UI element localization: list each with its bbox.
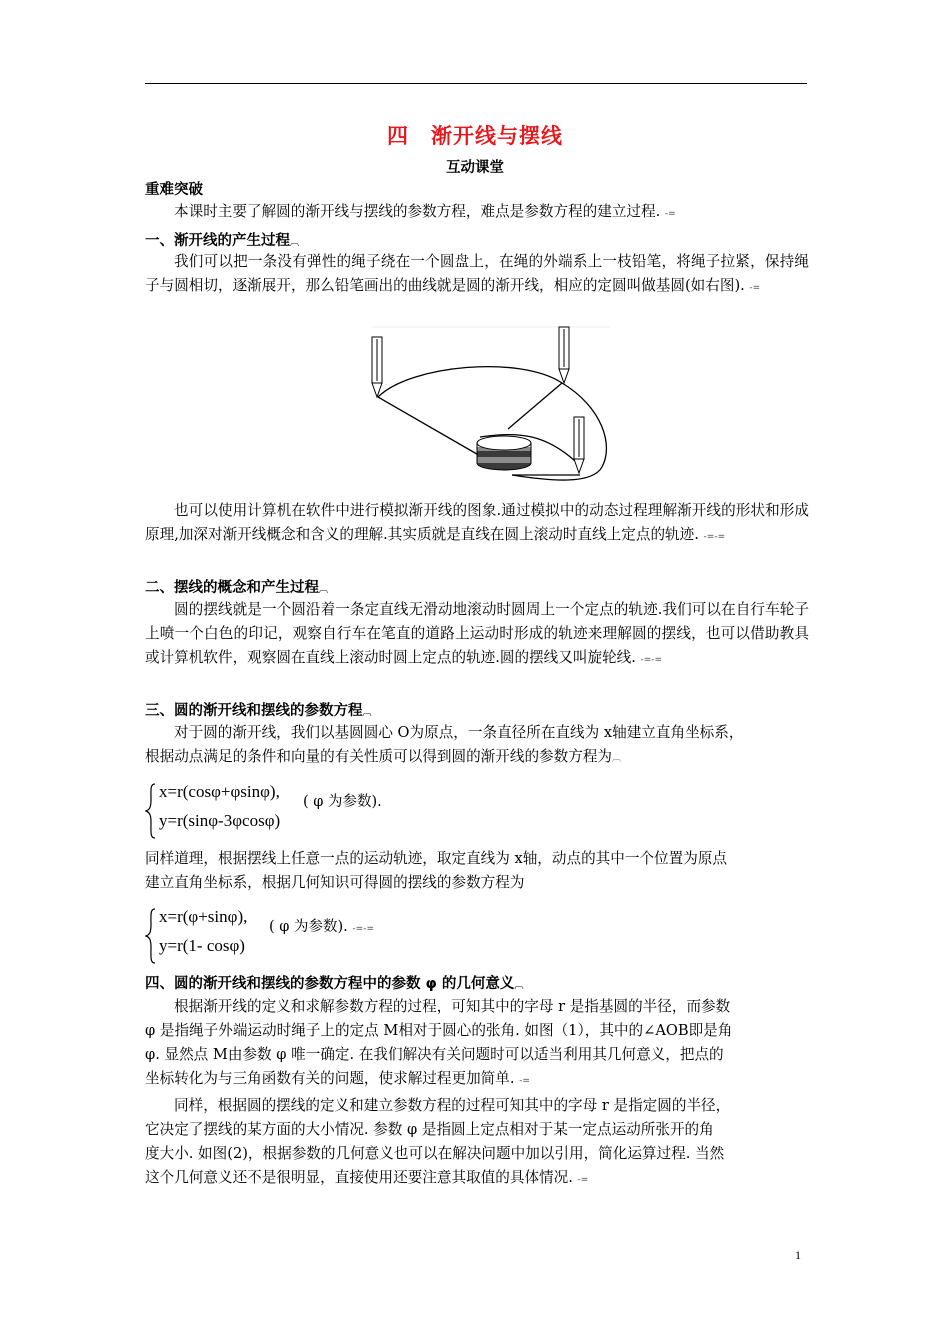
line-text: 坐标转化为与三角函数有关的问题，使求解过程更加简单.: [145, 1070, 515, 1087]
meaning-line-3: [145, 1043, 809, 1067]
paragraph-text: 圆的摆线就是一个圆沿着一条定直线无滑动地滚动时圆周上一个定点的轨迹.我们可以在自行车轮子上喷一个白色的印记，观察自行车在笔直的道路上运动时形成的轨迹来理解圆的摆线，也可以借助教具或计算机软件，观察圆在直线上滚动时圆上定点的轨迹.圆的摆线又叫旋轮线.: [145, 601, 809, 666]
equation-y: y=r(sinφ-3φcosφ): [159, 811, 281, 830]
cycloid-equation: [145, 907, 445, 967]
paragraph-text: 也可以使用计算机在软件中进行模拟渐开线的图象.通过模拟中的动态过程理解渐开线的形状和形成原理,加深对渐开线概念和含义的理解.其实质就是直线在圆上滚动时直线上定点的轨迹.: [145, 502, 809, 543]
scan-mark: ︹: [362, 708, 372, 718]
scan-mark: -=: [749, 283, 761, 293]
cycloid-intro-line-2: [145, 871, 809, 895]
heading-text: 四、圆的渐开线和摆线的参数方程中的参数 φ 的几何意义: [145, 976, 515, 992]
heading-key-points: [145, 178, 203, 199]
line-text: 同样，根据圆的摆线的定义和建立参数方程的过程可知其中的字母 r 是指定圆的半径，: [174, 1097, 731, 1114]
meaning-line-6: [145, 1118, 809, 1142]
pencil-icon: [559, 327, 569, 383]
scan-mark: -=-=: [703, 532, 726, 542]
parameter-note-text: ( φ 为参数).: [269, 919, 348, 935]
equation-intro-line-2: [145, 745, 809, 771]
scan-mark: -=: [664, 209, 676, 219]
equation-y: y=r(1- cosφ): [159, 936, 245, 955]
header-rule: [145, 83, 807, 84]
line-text: 根据渐开线的定义和求解参数方程的过程，可知其中的字母 r 是指基圆的半径，而参数: [174, 998, 731, 1015]
meaning-line-8: [145, 1166, 809, 1192]
heading-cycloid-concept: [145, 576, 328, 597]
heading-text: 一、渐开线的产生过程: [145, 233, 290, 249]
paragraph-text: 我们可以把一条没有弹性的绳子绕在一个圆盘上，在绳的外端系上一枝铅笔，将绳子拉紧，保持绳子与圆相切，逐渐展开，那么铅笔画出的曲线就是圆的渐开线，相应的定圆叫做基圆(如右图).: [145, 253, 809, 294]
involute-paragraph-2: [145, 499, 809, 549]
involute-equation: [145, 782, 445, 842]
equation-x: x=r(φ+sinφ),: [159, 907, 248, 926]
scan-mark: ︹: [514, 981, 524, 991]
line-text: 这个几何意义还不是很明显，直接使用还要注意其取值的具体情况.: [145, 1169, 573, 1186]
scan-mark: ︹: [290, 238, 300, 248]
heading-parametric-equations: [145, 699, 372, 720]
line-text: 度大小. 如图(2)，根据参数的几何意义也可以在解决问题中加以引用，简化运算过程. 当然: [145, 1145, 725, 1162]
brace-icon: [145, 782, 157, 840]
scan-mark: -=-=: [640, 655, 663, 665]
involute-paragraph-1: [145, 250, 809, 300]
spool-disc-icon: [477, 436, 531, 470]
heading-geometric-meaning: [145, 972, 523, 993]
pencil-icon: [574, 417, 584, 473]
line-text: 对于圆的渐开线，我们以基圆圆心 O为原点，一条直径所在直线为 x轴建立直角坐标系，: [174, 724, 744, 741]
string-line: [378, 397, 482, 457]
parameter-note: ( φ 为参数).: [303, 794, 382, 810]
line-text: φ. 显然点 M由参数 φ 唯一确定. 在我们解决有关问题时可以适当利用其几何意义，把点的: [145, 1046, 724, 1063]
heading-involute-origin: [145, 229, 299, 250]
scan-mark: ︹: [319, 585, 329, 595]
parameter-note: [269, 915, 374, 936]
scan-mark: -=: [519, 1076, 530, 1086]
page-subtitle: 互动课堂: [446, 160, 504, 176]
meaning-line-2: [145, 1019, 809, 1043]
line-text: φ 是指绳子外端运动时绳子上的定点 M相对于圆心的张角. 如图（1），其中的∠AOB即是角: [145, 1022, 733, 1039]
paragraph-text: 本课时主要了解圆的渐开线与摆线的参数方程，难点是参数方程的建立过程.: [174, 203, 661, 220]
line-text: 建立直角坐标系，根据几何知识可得圆的摆线的参数方程为: [145, 874, 525, 891]
intro-paragraph: [145, 200, 809, 226]
heading-text: 三、圆的渐开线和摆线的参数方程: [145, 703, 363, 719]
cycloid-intro-line-1: [145, 847, 809, 871]
equation-x: x=r(cosφ+φsinφ),: [159, 782, 280, 801]
heading-text: 重难突破: [145, 182, 203, 198]
scan-mark: -=-=: [352, 924, 374, 934]
cycloid-paragraph: [145, 598, 809, 672]
page-number: 1: [795, 1248, 801, 1262]
line-text: 同样道理，根据摆线上任意一点的运动轨迹，取定直线为 x轴，动点的其中一个位置为原点: [145, 850, 728, 867]
involute-pencil-figure: [370, 325, 615, 495]
line-text: 它决定了摆线的某方面的大小情况. 参数 φ 是指圆上定点相对于某一定点运动所张开的角: [145, 1121, 714, 1138]
meaning-line-5: [145, 1094, 809, 1118]
scan-mark: ︹: [612, 754, 622, 764]
string-line: [508, 383, 562, 429]
meaning-line-4: [145, 1067, 809, 1093]
scan-mark: -=: [577, 1175, 589, 1185]
equation-intro-line-1: [145, 721, 809, 745]
brace-icon: [145, 907, 157, 965]
line-text: 根据动点满足的条件和向量的有关性质可以得到圆的渐开线的参数方程为: [145, 748, 613, 765]
page-title: 四 渐开线与摆线: [387, 124, 563, 148]
pencil-icon: [372, 337, 382, 397]
meaning-line-7: [145, 1142, 809, 1166]
meaning-line-1: [145, 995, 809, 1019]
heading-text: 二、摆线的概念和产生过程: [145, 580, 319, 596]
